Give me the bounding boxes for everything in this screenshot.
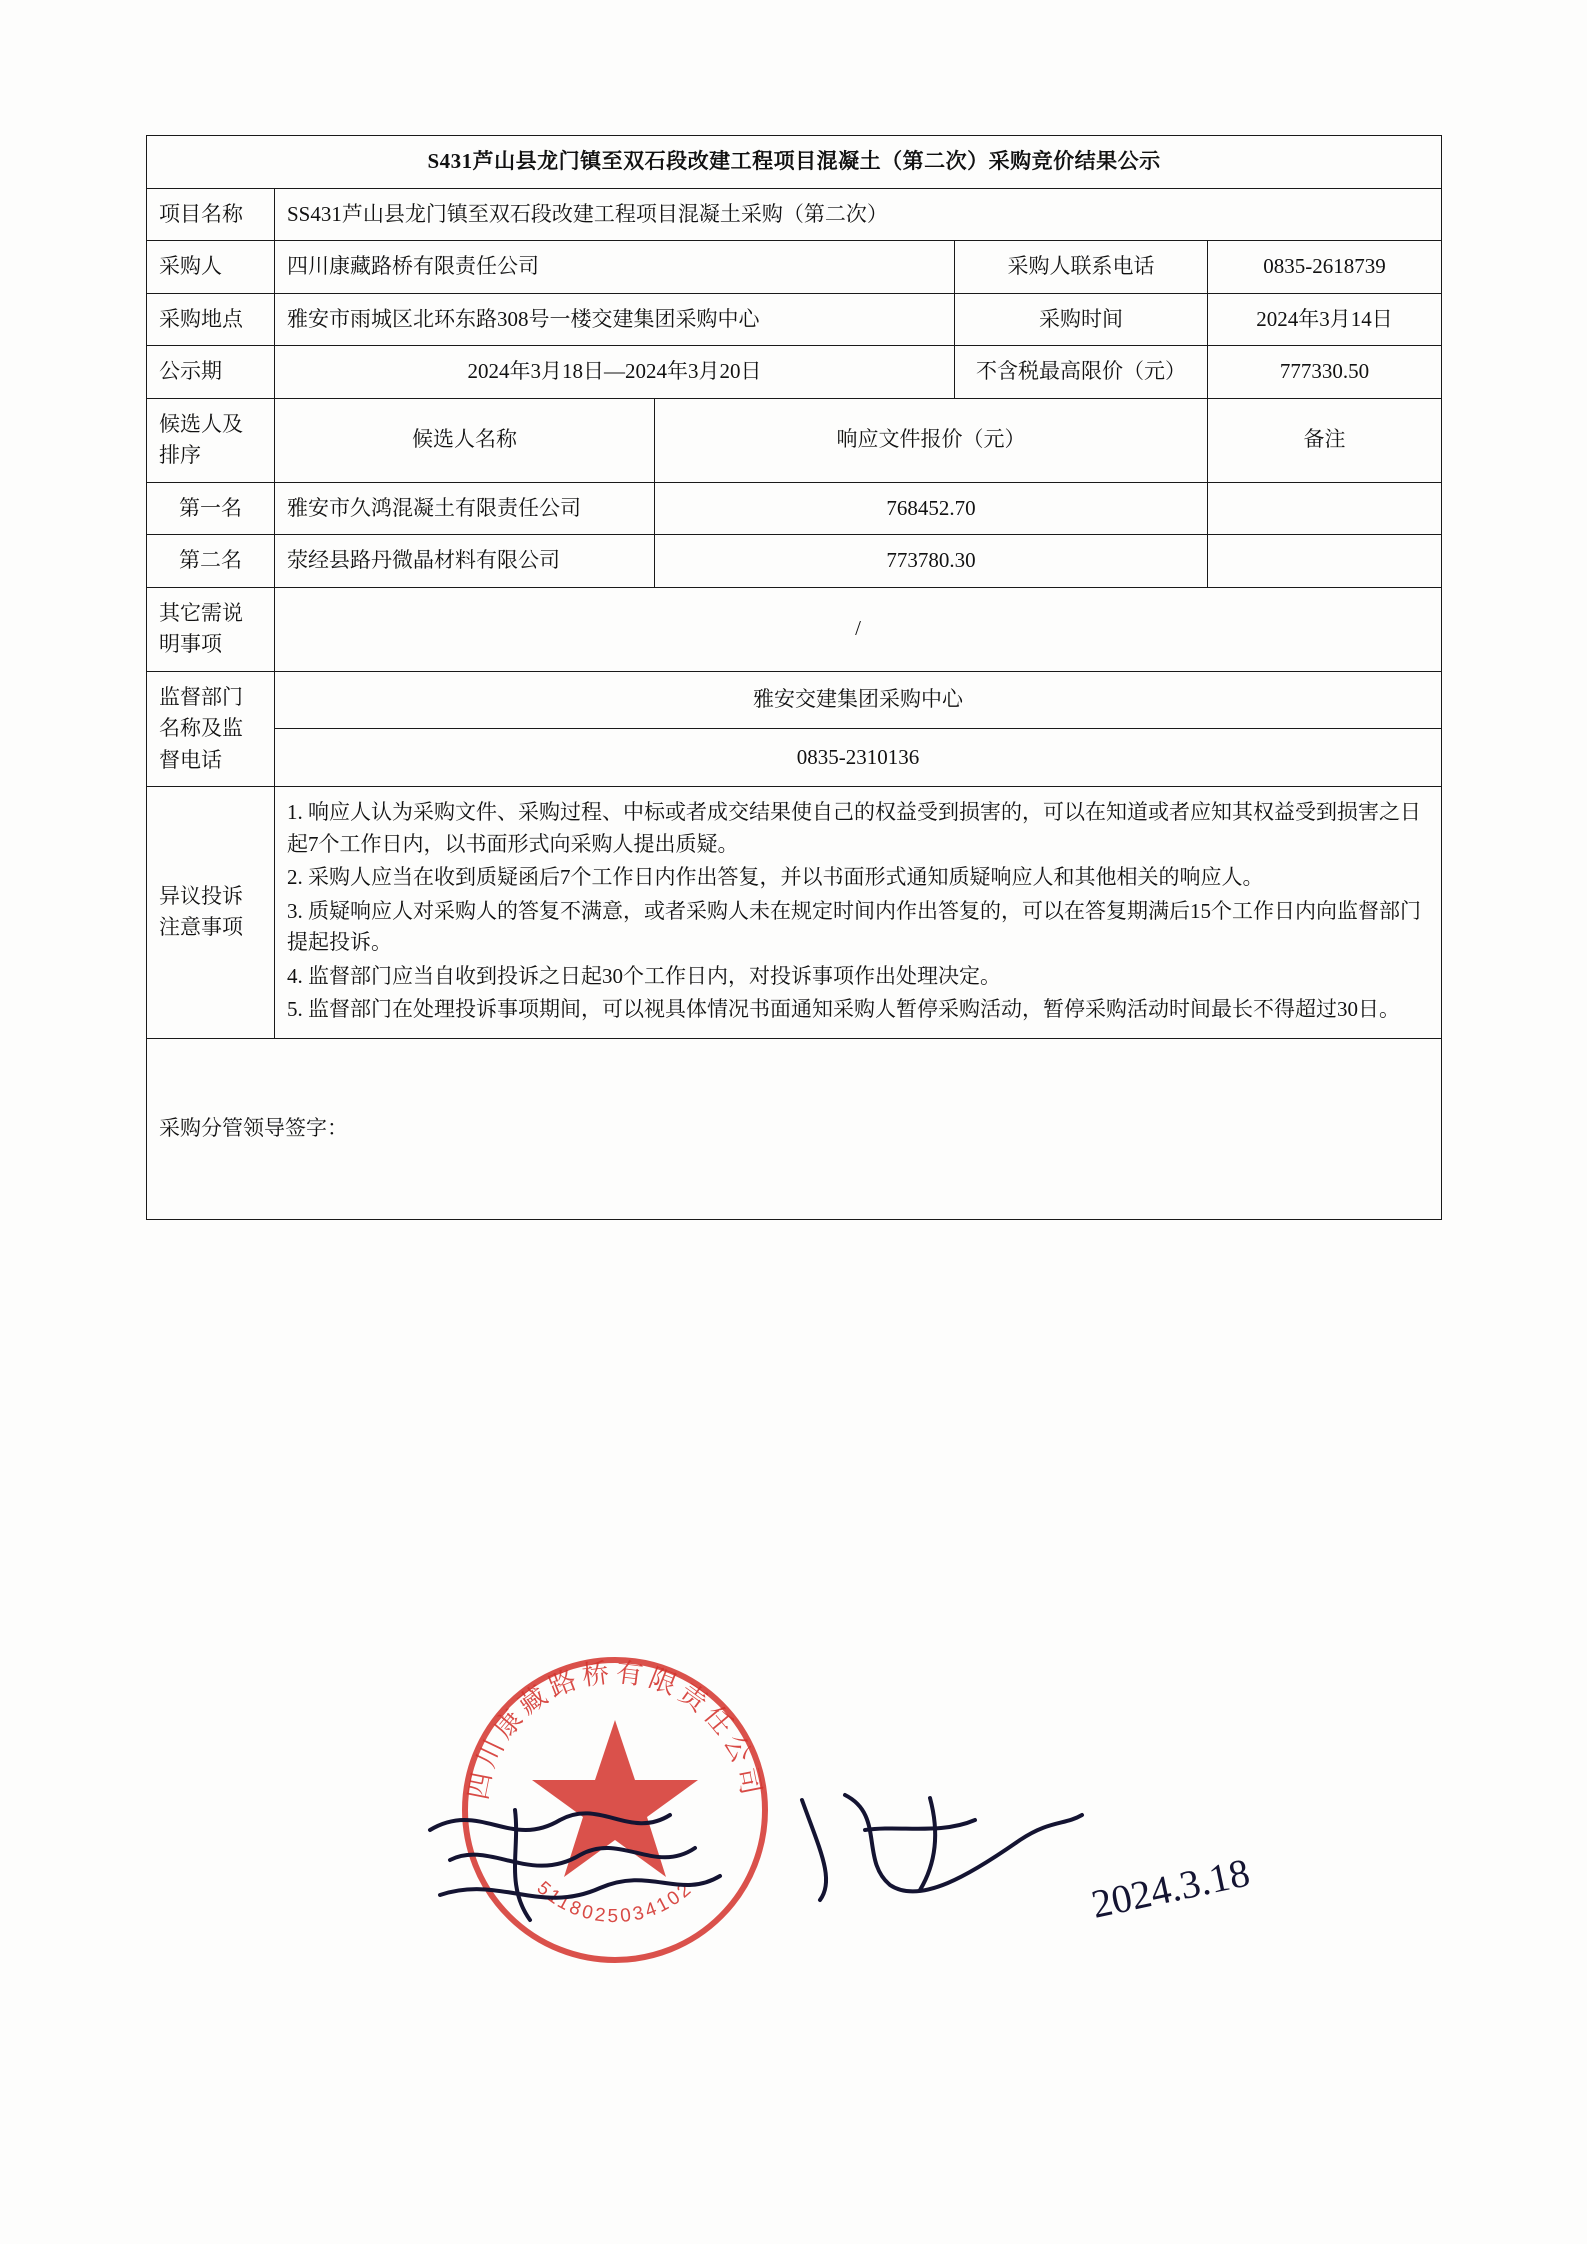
publicity-row: [147, 346, 1442, 399]
publicity-period-value: 2024年3月18日—2024年3月20日: [275, 346, 955, 399]
svg-text:四川康藏路桥有限责任公司: 四川康藏路桥有限责任公司: [462, 1657, 768, 1803]
complaint-item: 4. 监督部门应当自收到投诉之日起30个工作日内，对投诉事项作出处理决定。: [287, 963, 1001, 988]
purchase-place-label: 采购地点: [147, 293, 275, 346]
candidate-name: 雅安市久鸿混凝土有限责任公司: [275, 482, 655, 535]
purchaser-phone-value: 0835-2618739: [1208, 241, 1442, 294]
supervision-department: 雅安交建集团采购中心: [275, 671, 1442, 729]
official-seal-icon: [455, 1650, 775, 1970]
purchaser-phone-label: 采购人联系电话: [955, 241, 1208, 294]
svg-text:5118025034102: 5118025034102: [532, 1877, 698, 1928]
complaint-item: 3. 质疑响应人对采购人的答复不满意，或者采购人未在规定时间内作出答复的，可以在答复期满后15个工作日内向监督部门提起投诉。: [287, 898, 1421, 954]
publicity-period-label: 公示期: [147, 346, 275, 399]
candidate-price: 768452.70: [655, 482, 1208, 535]
supervision-phone: 0835-2310136: [275, 729, 1442, 787]
complaint-item: 5. 监督部门在处理投诉事项期间，可以视具体情况书面通知采购人暂停采购活动，暂停采购活动时间最长不得超过30日。: [287, 997, 1400, 1021]
candidate-rank: 第一名: [147, 482, 275, 535]
project-name-value: SS431芦山县龙门镇至双石段改建工程项目混凝土采购（第二次）: [275, 188, 1442, 241]
signature-date-mark: [1090, 1860, 1340, 1955]
candidate-name: 荥经县路丹微晶材料有限公司: [275, 535, 655, 588]
supervision-department-row: [147, 671, 1442, 729]
purchaser-row: [147, 241, 1442, 294]
purchase-time-value: 2024年3月14日: [1208, 293, 1442, 346]
max-price-label: 不含税最高限价（元）: [955, 346, 1208, 399]
announcement-table: [146, 135, 1442, 1220]
signature-date-text: 2024.3.18: [1090, 1860, 1254, 1927]
place-time-row: [147, 293, 1442, 346]
candidate-remark: [1208, 482, 1442, 535]
purchaser-label: 采购人: [147, 241, 275, 294]
page-title: S431芦山县龙门镇至双石段改建工程项目混凝土（第二次）采购竞价结果公示: [147, 136, 1442, 189]
purchase-place-value: 雅安市雨城区北环东路308号一楼交建集团采购中心: [275, 293, 955, 346]
candidate-price: 773780.30: [655, 535, 1208, 588]
signature-mark-two: [790, 1780, 1090, 1915]
supervision-label: 监督部门名称及监督电话: [147, 671, 275, 787]
candidate-rank: 第二名: [147, 535, 275, 588]
candidate-remark-header: 备注: [1208, 398, 1442, 482]
purchaser-value: 四川康藏路桥有限责任公司: [275, 241, 955, 294]
candidate-remark: [1208, 535, 1442, 588]
signature-mark-one: [420, 1790, 760, 1945]
project-name-row: [147, 188, 1442, 241]
candidates-header-row: [147, 398, 1442, 482]
complaint-row: [147, 787, 1442, 1039]
candidate-price-header: 响应文件报价（元）: [655, 398, 1208, 482]
signature-row: [147, 1038, 1442, 1219]
other-matters-label: 其它需说明事项: [147, 587, 275, 671]
max-price-value: 777330.50: [1208, 346, 1442, 399]
purchase-time-label: 采购时间: [955, 293, 1208, 346]
title-row: [147, 136, 1442, 189]
table-row: [147, 482, 1442, 535]
table-row: [147, 535, 1442, 588]
candidates-section-label: 候选人及排序: [147, 398, 275, 482]
other-matters-value: /: [275, 587, 1442, 671]
signature-label: 采购分管领导签字：: [147, 1038, 1442, 1219]
complaint-notes: [275, 787, 1442, 1039]
complaint-item: 1. 响应人认为采购文件、采购过程、中标或者成交结果使自己的权益受到损害的，可以在知道或者应知其权益受到损害之日起7个工作日内，以书面形式向采购人提出质疑。: [287, 800, 1421, 856]
project-name-label: 项目名称: [147, 188, 275, 241]
other-matters-row: [147, 587, 1442, 671]
supervision-phone-row: [147, 729, 1442, 787]
candidate-name-header: 候选人名称: [275, 398, 655, 482]
complaint-label: 异议投诉注意事项: [147, 787, 275, 1039]
complaint-item: 2. 采购人应当在收到质疑函后7个工作日内作出答复，并以书面形式通知质疑响应人和其他相关的响应人。: [287, 865, 1264, 889]
